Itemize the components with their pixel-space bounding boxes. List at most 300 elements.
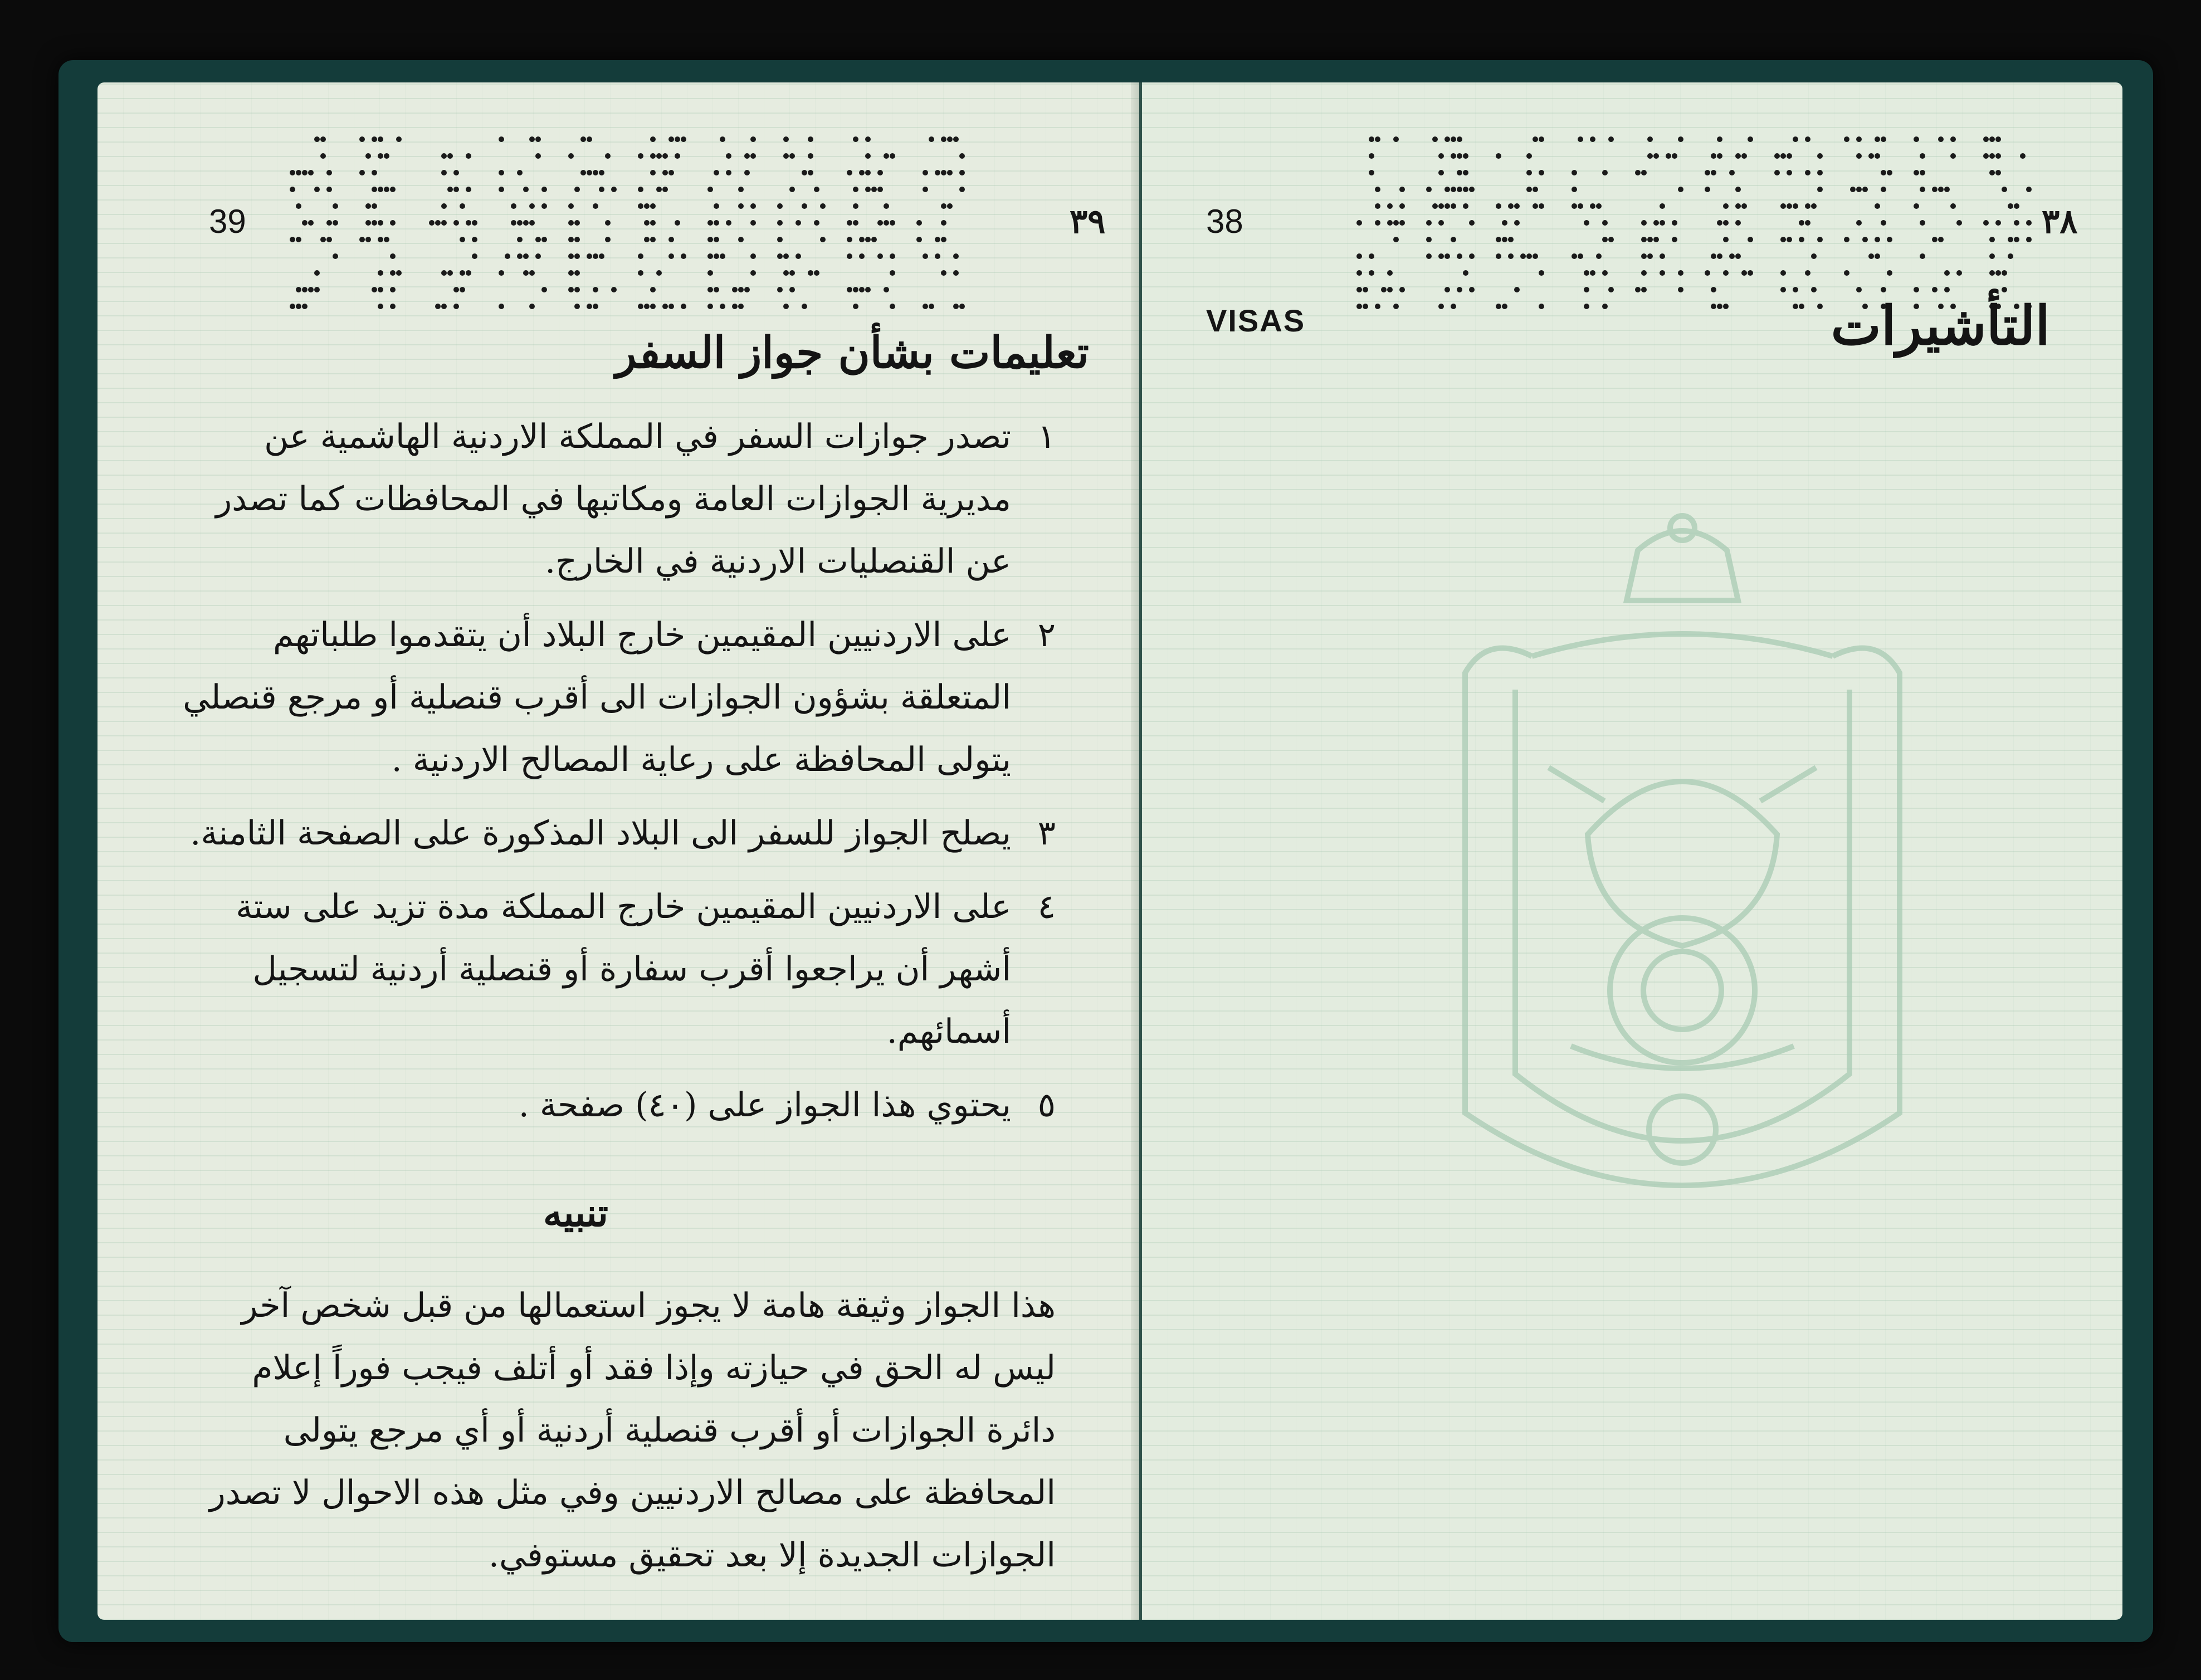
perforation-hole	[435, 304, 441, 309]
perforation-hole	[378, 220, 383, 226]
perforation-hole	[681, 253, 686, 259]
perforation-hole	[1457, 287, 1462, 292]
perforation-hole	[1438, 170, 1444, 175]
perforation-hole	[714, 203, 719, 209]
perforation-hole	[302, 287, 308, 292]
perforation-hole	[1602, 220, 1608, 226]
perforation-hole	[1508, 253, 1514, 259]
perforation-hole	[853, 220, 858, 226]
perforation-hole	[574, 304, 580, 309]
perforation-hole	[1793, 136, 1798, 142]
perforation-hole	[523, 187, 529, 192]
perforation-hole	[650, 136, 656, 142]
perforation-hole	[290, 237, 295, 242]
perforation-hole	[935, 237, 940, 242]
perforation-hole	[574, 187, 580, 192]
perforation-hole	[378, 136, 383, 142]
perforation-hole	[1868, 253, 1874, 259]
perforation-hole	[789, 287, 795, 292]
perforation-hole	[1451, 153, 1456, 159]
perforation-hole	[378, 270, 383, 276]
perforation-hole	[390, 187, 396, 192]
perforation-hole	[1666, 153, 1671, 159]
perforation-hole	[853, 287, 858, 292]
perforation-hole	[1496, 304, 1501, 309]
perforation-hole	[1369, 136, 1374, 142]
perforation-hole	[1572, 253, 1577, 259]
perforation-hole	[1463, 270, 1468, 276]
perforated-number-right	[1348, 133, 2072, 322]
perforation-hole	[1514, 220, 1520, 226]
perforation-hole	[714, 237, 719, 242]
perforation-hole	[365, 203, 371, 209]
perforation-hole	[365, 237, 371, 242]
perforation-hole	[1920, 153, 1925, 159]
perforation-hole	[593, 304, 598, 309]
perforation-hole	[1856, 153, 1862, 159]
perforation-hole	[720, 253, 725, 259]
perforation-hole	[638, 153, 643, 159]
perforation-hole	[1375, 304, 1380, 309]
perforation-hole	[1856, 220, 1862, 226]
perforation-hole	[314, 136, 320, 142]
perforation-hole	[308, 287, 314, 292]
page-number-arabic: ٣٨	[2042, 202, 2078, 241]
perforation-hole	[1444, 136, 1450, 142]
perforation-hole	[935, 170, 940, 175]
perforation-hole	[1584, 287, 1589, 292]
perforation-hole	[2002, 187, 2007, 192]
perforation-hole	[535, 136, 541, 142]
perforation-hole	[738, 237, 744, 242]
perforation-hole	[916, 220, 922, 226]
perforation-hole	[1856, 287, 1862, 292]
perforation-hole	[1381, 287, 1387, 292]
perforation-hole	[783, 304, 789, 309]
perforation-hole	[1572, 187, 1577, 192]
perforation-hole	[1989, 237, 1995, 242]
perforation-hole	[777, 287, 783, 292]
perforation-hole	[333, 220, 338, 226]
perforation-hole	[378, 237, 383, 242]
perforation-hole	[953, 270, 959, 276]
perforation-hole	[466, 220, 471, 226]
perforation-hole	[1705, 270, 1710, 276]
perforation-hole	[441, 203, 447, 209]
perforation-hole	[1584, 304, 1589, 309]
perforation-hole	[1356, 304, 1362, 309]
perforation-hole	[853, 203, 858, 209]
perforation-hole	[714, 170, 719, 175]
perforation-hole	[587, 170, 592, 175]
perforation-hole	[1457, 136, 1462, 142]
perforation-hole	[1875, 237, 1880, 242]
instruction-text: على الاردنيين المقيمين خارج البلاد أن يتقدموا طلباتهم المتعلقة بشؤون الجوازات الى أقرب قنصلية أو مرجع قنصلي يتولى المحافظة على رعاية المصالح الاردنية .	[183, 616, 1011, 779]
perforation-hole	[378, 304, 383, 309]
perforation-hole	[750, 270, 756, 276]
perforation-hole	[1780, 270, 1786, 276]
perforation-hole	[511, 203, 516, 209]
perforation-hole	[384, 237, 389, 242]
perforation-hole	[435, 220, 441, 226]
perforation-hole	[517, 170, 523, 175]
perforation-hole	[1432, 136, 1438, 142]
perforation-hole	[441, 304, 447, 309]
perforation-hole	[953, 253, 959, 259]
perforation-hole	[783, 136, 789, 142]
perforation-hole	[707, 237, 713, 242]
perforation-hole	[638, 203, 643, 209]
perforation-hole	[390, 304, 396, 309]
page-number-arabic: ٣٩	[1070, 202, 1106, 241]
perforation-hole	[1387, 203, 1393, 209]
perforation-hole	[847, 170, 852, 175]
perforation-hole	[1717, 304, 1722, 309]
instruction-number: ٥	[1037, 1086, 1056, 1125]
perforation-hole	[517, 237, 523, 242]
perforation-hole	[587, 304, 592, 309]
perforation-hole	[372, 187, 377, 192]
perforation-hole	[1641, 237, 1647, 242]
perforation-hole	[796, 220, 801, 226]
perforation-hole	[1805, 136, 1810, 142]
perforation-hole	[529, 203, 535, 209]
perforation-hole	[378, 187, 383, 192]
perforation-hole	[1938, 136, 1944, 142]
perforation-hole	[871, 187, 877, 192]
perforation-hole	[1356, 287, 1362, 292]
perforation-hole	[529, 136, 535, 142]
perforation-hole	[447, 187, 453, 192]
perforation-hole	[777, 237, 783, 242]
perforation-hole	[1920, 187, 1925, 192]
perforation-hole	[1944, 287, 1950, 292]
perforation-hole	[884, 153, 889, 159]
perforation-hole	[890, 304, 895, 309]
perforation-hole	[644, 220, 650, 226]
perforation-hole	[605, 153, 611, 159]
perforation-hole	[1635, 287, 1641, 292]
warning-title: تنبيه	[543, 1191, 608, 1235]
perforation-hole	[638, 304, 643, 309]
perforation-hole	[1496, 253, 1501, 259]
perforation-hole	[611, 187, 617, 192]
perforation-hole	[1463, 170, 1468, 175]
perforation-hole	[877, 187, 883, 192]
perforation-hole	[1375, 220, 1380, 226]
perforation-hole	[1399, 220, 1405, 226]
perforation-hole	[568, 153, 574, 159]
perforation-hole	[732, 287, 738, 292]
perforation-hole	[865, 287, 871, 292]
perforation-hole	[2026, 187, 2032, 192]
perforation-hole	[568, 287, 574, 292]
perforation-hole	[1369, 253, 1374, 259]
perforation-hole	[1995, 153, 2001, 159]
perforation-hole	[744, 287, 750, 292]
perforation-hole	[668, 170, 674, 175]
perforation-hole	[1723, 203, 1729, 209]
perforation-hole	[1539, 304, 1544, 309]
perforation-hole	[2026, 220, 2032, 226]
perforation-hole	[359, 136, 365, 142]
perforation-hole	[814, 220, 819, 226]
perforation-hole	[320, 237, 326, 242]
perforation-hole	[511, 220, 516, 226]
perforation-hole	[1469, 253, 1475, 259]
instruction-text: على الاردنيين المقيمين خارج المملكة مدة تزيد على ستة أشهر أن يراجعوا أقرب سفارة أو قنصلية أردنية لتسجيل أسمائهم.	[236, 887, 1011, 1051]
perforation-hole	[390, 220, 396, 226]
perforation-hole	[1641, 220, 1647, 226]
perforation-hole	[333, 253, 338, 259]
perforation-hole	[320, 153, 326, 159]
perforation-hole	[599, 170, 604, 175]
perforation-hole	[1711, 253, 1716, 259]
perforation-hole	[707, 187, 713, 192]
perforation-hole	[378, 287, 383, 292]
perforation-hole	[359, 170, 365, 175]
perforation-hole	[1995, 170, 2001, 175]
perforation-hole	[1590, 136, 1595, 142]
perforation-hole	[1989, 136, 1995, 142]
perforation-hole	[1393, 136, 1399, 142]
perforation-hole	[650, 203, 656, 209]
perforation-hole	[1399, 203, 1405, 209]
perforation-hole	[2008, 253, 2013, 259]
perforation-hole	[707, 253, 713, 259]
perforation-hole	[1672, 237, 1677, 242]
perforation-hole	[1393, 304, 1399, 309]
perforation-hole	[326, 237, 332, 242]
perforation-hole	[1793, 287, 1798, 292]
perforation-hole	[568, 253, 574, 259]
perforation-hole	[1356, 253, 1362, 259]
perforation-hole	[814, 270, 819, 276]
perforation-hole	[650, 220, 656, 226]
visas-label: VISAS	[1206, 303, 1306, 338]
perforation-hole	[808, 270, 813, 276]
perforation-hole	[1705, 187, 1710, 192]
perforation-hole	[681, 304, 686, 309]
perforation-hole	[859, 253, 865, 259]
perforation-hole	[429, 220, 435, 226]
perforation-hole	[890, 253, 895, 259]
perforation-hole	[707, 220, 713, 226]
perforation-hole	[529, 220, 535, 226]
passport-booklet	[58, 60, 2153, 1642]
instruction-number: ٢	[1037, 616, 1056, 655]
perforation-hole	[499, 270, 504, 276]
perforation-hole	[802, 203, 807, 209]
perforation-hole	[1850, 187, 1856, 192]
perforation-hole	[1780, 153, 1786, 159]
perforation-hole	[541, 203, 547, 209]
page-number-latin: 39	[209, 203, 246, 240]
perforation-hole	[923, 304, 928, 309]
perforation-hole	[847, 220, 852, 226]
perforation-hole	[916, 237, 922, 242]
perforation-hole	[656, 153, 662, 159]
perforation-hole	[372, 170, 377, 175]
page-number-latin: 38	[1206, 203, 1243, 240]
perforation-hole	[1805, 220, 1810, 226]
perforation-hole	[517, 220, 523, 226]
perforation-hole	[1451, 136, 1456, 142]
perforation-hole	[1660, 253, 1665, 259]
perforation-hole	[453, 220, 459, 226]
perforation-hole	[1705, 170, 1710, 175]
perforation-hole	[499, 136, 504, 142]
instruction-text: يحتوي هذا الجواز على (٤٠) صفحة .	[518, 1086, 1011, 1125]
perforation-hole	[783, 253, 789, 259]
instruction-item	[181, 406, 1056, 593]
perforation-hole	[1723, 237, 1729, 242]
perforation-hole	[959, 153, 965, 159]
perforation-hole	[1590, 270, 1595, 276]
perforation-hole	[1393, 237, 1399, 242]
perforation-hole	[1741, 203, 1747, 209]
perforation-hole	[568, 220, 574, 226]
perforation-hole	[372, 136, 377, 142]
perforation-hole	[517, 253, 523, 259]
perforation-hole	[1502, 304, 1507, 309]
perforation-hole	[1514, 287, 1520, 292]
perforation-hole	[1602, 270, 1608, 276]
perforation-hole	[1526, 170, 1532, 175]
perforation-hole	[941, 136, 946, 142]
instructions-heading: تعليمات بشأن جواز السفر	[615, 328, 1089, 378]
perforation-hole	[820, 203, 826, 209]
perforation-hole	[1438, 304, 1444, 309]
perforation-hole	[1711, 170, 1716, 175]
perforation-hole	[1444, 203, 1450, 209]
perforation-hole	[1678, 287, 1683, 292]
perforation-hole	[1774, 153, 1780, 159]
perforation-hole	[802, 304, 807, 309]
perforation-hole	[1426, 220, 1432, 226]
perforation-hole	[2014, 237, 2019, 242]
perforation-hole	[599, 187, 604, 192]
perforation-hole	[290, 304, 295, 309]
perforation-hole	[296, 170, 301, 175]
instruction-item	[181, 604, 1056, 791]
perforation-hole	[296, 237, 301, 242]
perforation-hole	[1399, 187, 1405, 192]
perforation-hole	[290, 187, 295, 192]
visas-heading-arabic: التأشيرات	[1831, 294, 2050, 357]
perforation-hole	[777, 220, 783, 226]
perforation-hole	[2002, 270, 2007, 276]
perforation-hole	[1844, 136, 1849, 142]
perforation-hole	[1533, 187, 1538, 192]
perforation-hole	[1914, 170, 1919, 175]
perforation-hole	[396, 136, 402, 142]
perforation-hole	[720, 136, 725, 142]
perforation-hole	[750, 136, 756, 142]
perforation-hole	[326, 170, 332, 175]
perforation-hole	[1508, 203, 1514, 209]
perforation-hole	[789, 153, 795, 159]
perforation-hole	[541, 187, 547, 192]
perforation-hole	[923, 253, 928, 259]
perforation-hole	[750, 253, 756, 259]
perforation-hole	[1647, 136, 1653, 142]
perforation-hole	[941, 237, 946, 242]
perforation-hole	[947, 170, 953, 175]
perforation-hole	[1717, 253, 1722, 259]
perforation-hole	[365, 153, 371, 159]
perforation-hole	[605, 237, 611, 242]
perforation-hole	[1647, 253, 1653, 259]
perforation-hole	[1787, 170, 1792, 175]
perforation-hole	[1711, 304, 1716, 309]
perforation-hole	[1672, 220, 1677, 226]
perforation-hole	[1399, 287, 1405, 292]
perforation-hole	[1647, 237, 1653, 242]
perforation-hole	[587, 253, 592, 259]
perforation-hole	[1578, 136, 1583, 142]
perforation-hole	[1956, 220, 1962, 226]
perforation-hole	[1881, 170, 1886, 175]
perforation-hole	[1881, 187, 1886, 192]
perforation-hole	[650, 237, 656, 242]
perforation-hole	[650, 287, 656, 292]
perforation-hole	[1387, 287, 1393, 292]
perforation-hole	[1793, 203, 1798, 209]
perforation-hole	[472, 253, 477, 259]
perforation-hole	[638, 270, 643, 276]
perforation-hole	[453, 170, 459, 175]
perforation-hole	[593, 170, 598, 175]
perforation-hole	[1780, 203, 1786, 209]
perforation-hole	[662, 304, 668, 309]
perforation-hole	[1660, 220, 1665, 226]
perforation-hole	[923, 170, 928, 175]
perforation-hole	[453, 187, 459, 192]
perforation-hole	[296, 203, 301, 209]
perforation-hole	[1451, 203, 1456, 209]
perforation-hole	[1526, 187, 1532, 192]
perforation-hole	[441, 153, 447, 159]
perforation-hole	[859, 170, 865, 175]
perforation-hole	[847, 253, 852, 259]
perforation-hole	[1508, 237, 1514, 242]
perforation-hole	[1717, 220, 1722, 226]
perforation-hole	[783, 270, 789, 276]
perforation-hole	[1426, 187, 1432, 192]
perforation-hole	[499, 187, 504, 192]
perforation-hole	[877, 170, 883, 175]
perforation-hole	[1653, 220, 1659, 226]
perforation-hole	[1717, 153, 1722, 159]
perforation-hole	[1526, 253, 1532, 259]
perforation-hole	[2008, 203, 2013, 209]
perforation-hole	[611, 287, 617, 292]
perforation-hole	[580, 136, 586, 142]
perforation-hole	[1602, 304, 1608, 309]
perforation-hole	[707, 287, 713, 292]
perforation-hole	[1989, 270, 1995, 276]
perforation-hole	[1723, 220, 1729, 226]
perforation-hole	[1635, 170, 1641, 175]
perforation-hole	[726, 153, 731, 159]
perforation-hole	[460, 237, 465, 242]
perforation-hole	[1539, 170, 1544, 175]
perforation-hole	[1596, 203, 1602, 209]
perforation-hole	[1533, 203, 1538, 209]
perforation-hole	[871, 237, 877, 242]
perforation-hole	[865, 237, 871, 242]
